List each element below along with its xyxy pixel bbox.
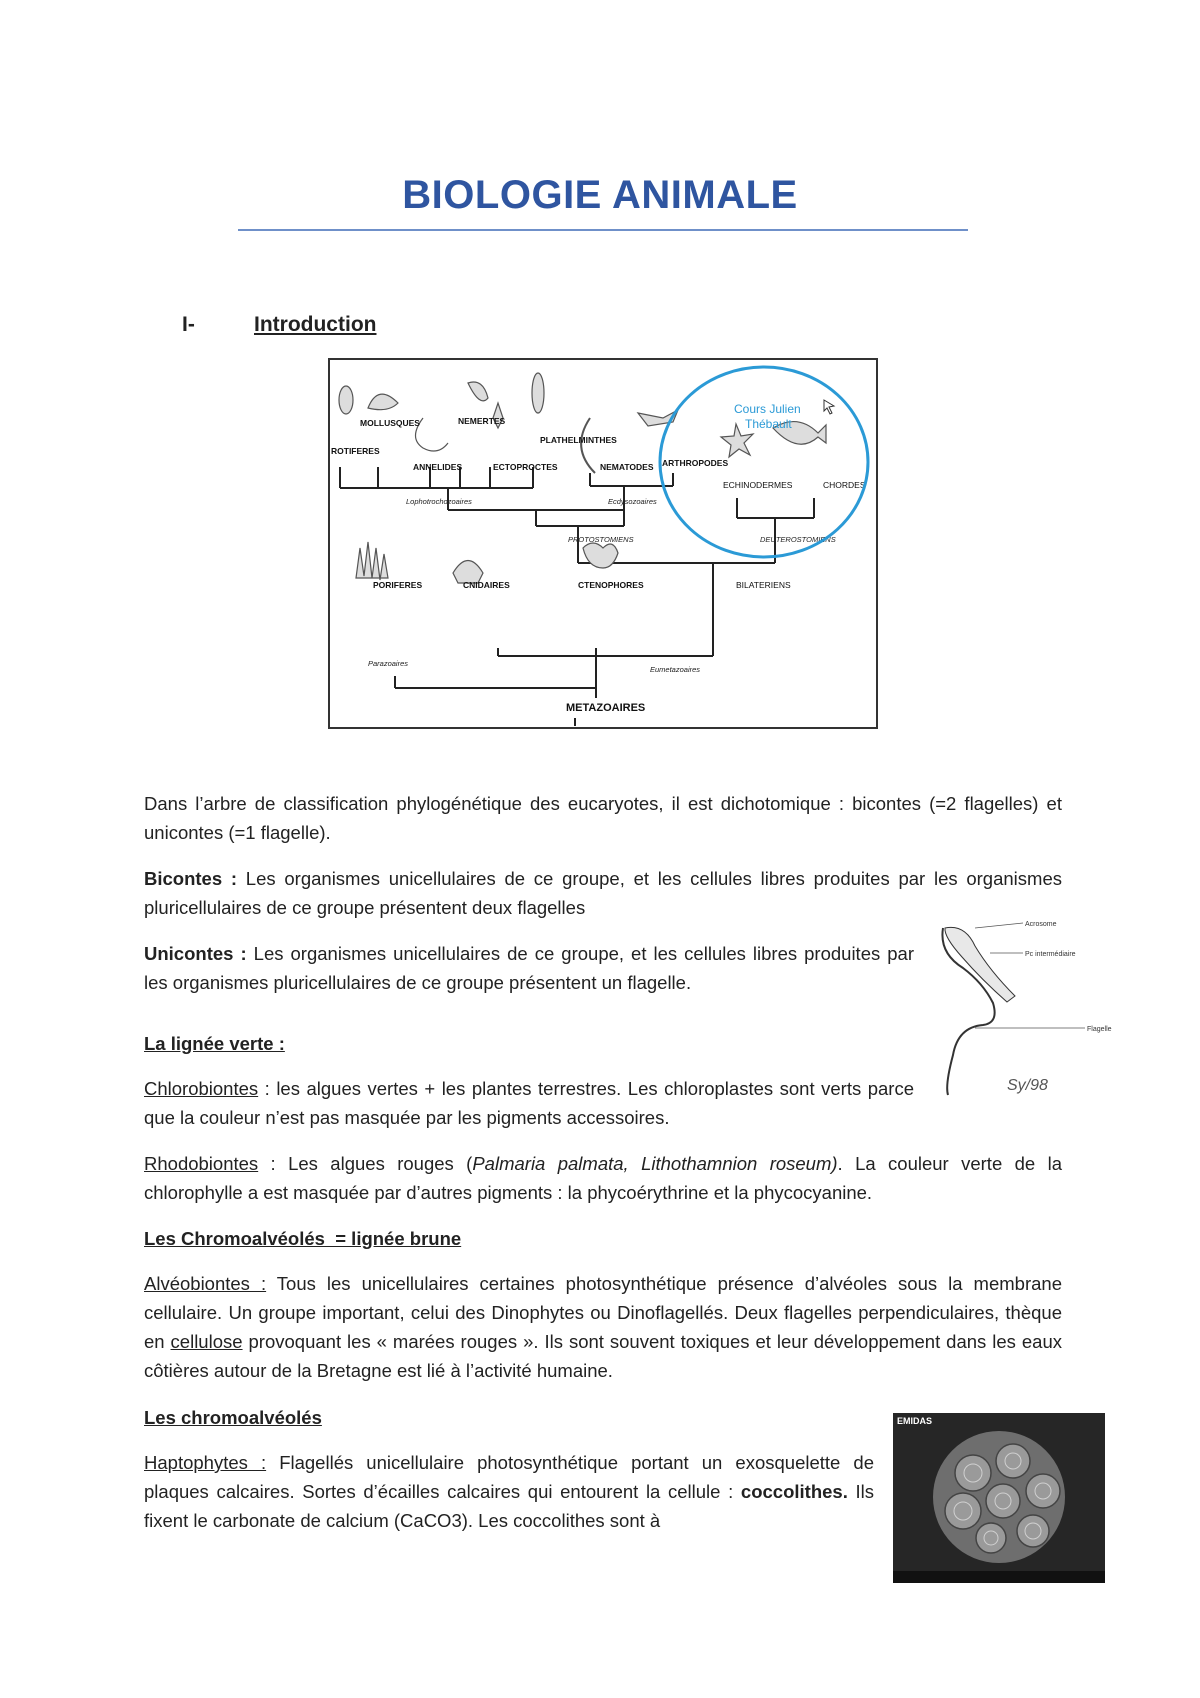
label-acrosome: Acrosome [1025, 921, 1057, 928]
label-flagelle: Flagelle [1087, 1026, 1112, 1033]
label-nemertes: NEMERTES [458, 416, 506, 426]
heading-lignee-verte [144, 1029, 285, 1058]
page-title: BIOLOGIE ANIMALE [402, 173, 798, 217]
label-rotiferes: ROTIFERES [331, 446, 380, 456]
label-piece-intermediaire: Pc intermédiaire [1025, 951, 1076, 958]
heading-chromoalveoles-brune-text: Les Chromoalvéolés = lignée brune [144, 1228, 462, 1249]
label-protostomiens: PROTOSTOMIENS [568, 535, 634, 544]
section-number: I- [182, 313, 195, 336]
label-plathelminthes: PLATHELMINTHES [540, 435, 617, 445]
section-title: Introduction [254, 313, 377, 336]
heading-chromoalveoles-brune [144, 1224, 461, 1253]
figure-signature: Sy/98 [1007, 1077, 1048, 1094]
paragraph-rhodobiontes [144, 1149, 1062, 1207]
text-haptophytes-2: Ils fixent le carbonate de calcium (CaCO3). Les coccolithes sont à [144, 1481, 874, 1531]
cell-body [945, 927, 1015, 1002]
paragraph-alveobiontes [144, 1269, 1062, 1385]
paragraph-chlorobiontes [144, 1074, 914, 1132]
text-alveobiontes-2: provoquant les « marées rouges ». Ils sont souvent toxiques et leur développement dans les eaux côtières autour de la Bretagne est lié à l’activité humaine. [144, 1331, 1062, 1381]
label-deuterostomiens: DEUTEROSTOMIENS [760, 535, 836, 544]
link-cellulose[interactable]: cellulose [170, 1331, 243, 1352]
title-underline [238, 229, 968, 231]
heading-lignee-verte-text: La lignée verte : [144, 1033, 285, 1054]
term-unicontes: Unicontes : [144, 943, 247, 964]
term-coccolithes: coccolithes. [740, 1481, 848, 1502]
label-lophotrochozoaires: Lophotrochozoaires [406, 497, 472, 506]
term-bicontes: Bicontes : [144, 868, 238, 889]
label-arthropodes: ARTHROPODES [662, 458, 729, 468]
paragraph-bicontes [144, 864, 1062, 922]
text-alveobiontes-1: Tous les unicellulaires certaines photosynthétique présence d’alvéoles sous la membrane cellulaire. Un groupe important, celui des Dinophytes ou Dinoflagellés. Deux flagelles perpendiculaires, thèque en [144, 1273, 1062, 1352]
label-echinodermes: ECHINODERMES [723, 480, 793, 490]
term-haptophytes: Haptophytes : [144, 1452, 267, 1473]
term-rhodobiontes: Rhodobiontes [144, 1153, 259, 1174]
term-chlorobiontes: Chlorobiontes [144, 1078, 259, 1099]
text-rhodobiontes-pre: : Les algues rouges ( [258, 1153, 473, 1174]
term-alveobiontes: Alvéobiontes : [144, 1273, 267, 1294]
label-ectoproctes: ECTOPROCTES [493, 462, 558, 472]
label-bilateriens: BILATERIENS [736, 580, 791, 590]
paragraph-unicontes [144, 939, 914, 997]
text-chlorobiontes: : les algues vertes + les plantes terrestres. Les chloroplastes sont verts parce que la couleur n’est pas masquée par les pigments accessoires. [144, 1078, 914, 1128]
label-annelides: ANNELIDES [413, 462, 463, 472]
label-poriferes: PORIFERES [373, 580, 423, 590]
heading-chromoalveoles-text: Les chromoalvéolés [144, 1407, 322, 1428]
label-metazoaires: METAZOAIRES [566, 702, 646, 714]
rotifer-sketch [339, 386, 353, 414]
label-ctenophores: CTENOPHORES [578, 580, 644, 590]
text-rhodobiontes-species: Palmaria palmata, Lithothamnion roseum) [472, 1153, 838, 1174]
paragraph-intro: Dans l’arbre de classification phylogénétique des eucaryotes, il est dichotomique : bicontes (=2 flagelles) et unicontes (=1 flagelle). [144, 793, 1062, 843]
text-haptophytes-1: Flagellés unicellulaire photosynthétique portant un exosquelette de plaques calcaires. Sortes d’écailles calcaires qui entourent la cellule : [144, 1452, 875, 1502]
stamp-line-1: Cours Julien [734, 402, 801, 416]
label-nematodes: NEMATODES [600, 462, 654, 472]
paragraph-haptophytes [144, 1448, 874, 1535]
label-eumetazoaires: Eumetazoaires [650, 665, 701, 674]
text-unicontes: Les organismes unicellulaires de ce groupe, et les cellules libres produites par les organismes pluricellulaires de ce groupe présentent un flagelle. [144, 943, 915, 993]
label-parazoaires: Parazoaires [368, 659, 409, 668]
label-ecdysozoaires: Ecdysozoaires [608, 497, 657, 506]
heading-chromoalveoles [144, 1403, 322, 1432]
label-chordes: CHORDES [823, 480, 866, 490]
label-cnidaires: CNIDAIRES [463, 580, 510, 590]
label-mollusques: MOLLUSQUES [360, 418, 420, 428]
coccolithophore-micrograph [893, 1413, 1105, 1583]
text-bicontes: Les organismes unicellulaires de ce groupe, et les cellules libres produites par les organismes pluricellulaires de ce groupe présentent deux flagelles [144, 868, 1062, 918]
text-rhodobiontes-post: . La couleur verte de la chlorophylle a est masquée par d’autres pigments : la phycoérythrine et la phycocyanine. [144, 1153, 1062, 1203]
phylogenetic-tree-figure [328, 358, 878, 729]
micrograph-header: EMIDAS [897, 1416, 933, 1426]
spermatozoid-figure [935, 918, 1125, 1118]
flatworm-sketch [532, 373, 544, 413]
stamp-line-2: Thébault [745, 417, 792, 431]
